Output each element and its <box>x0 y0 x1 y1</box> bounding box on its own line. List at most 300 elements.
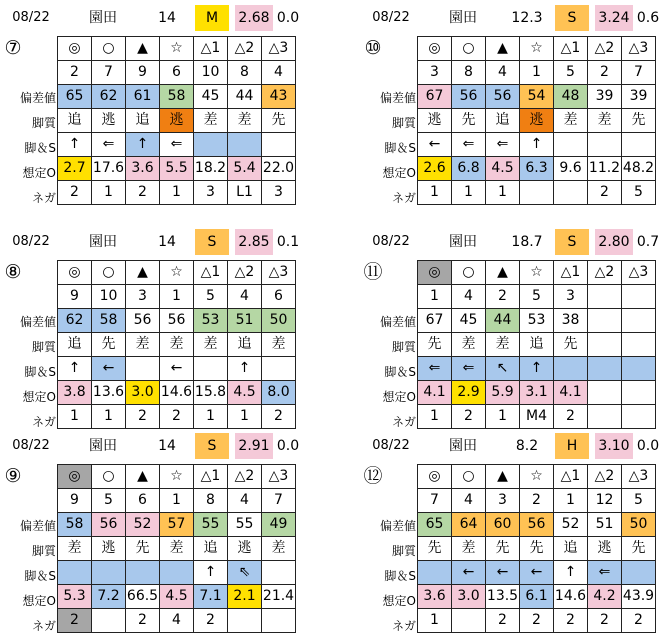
nega-cell: 2 <box>452 405 486 429</box>
hensachi-cell: 56 <box>160 309 194 333</box>
hensachi-cell: 56 <box>452 85 486 109</box>
hensachi-cell: 65 <box>418 513 452 537</box>
style-cell: 差 <box>194 333 228 357</box>
grid-row <box>418 357 656 381</box>
nega-cell <box>622 405 656 429</box>
pace-arrow-cell <box>58 561 92 585</box>
odds-cell: 3.0 <box>126 381 160 405</box>
style-cell: 追 <box>554 537 588 561</box>
style-cell: 差 <box>58 537 92 561</box>
grid-row <box>418 513 656 537</box>
field-value: 14 <box>158 234 176 250</box>
mark-cell: △1 <box>554 261 588 285</box>
style-cell: 差 <box>588 109 622 133</box>
odds-cell: 13.5 <box>486 585 520 609</box>
nega-cell: 2 <box>588 609 622 633</box>
pace-arrow-cell: ⇐ <box>452 357 486 381</box>
grid-row <box>418 609 656 633</box>
hensachi-cell: 44 <box>228 85 262 109</box>
row-label: 脚＆S <box>24 569 56 583</box>
style-cell: 逃 <box>92 109 126 133</box>
hensachi-cell: 55 <box>228 513 262 537</box>
race-date: 08/22 <box>12 234 50 249</box>
mark-cell: △2 <box>228 465 262 489</box>
hensachi-cell: 54 <box>520 85 554 109</box>
grid-row <box>418 465 656 489</box>
horse-grid <box>57 36 296 205</box>
horse-number-cell: 3 <box>486 489 520 513</box>
grid-row <box>418 85 656 109</box>
pace-arrow-cell <box>554 133 588 157</box>
hensachi-cell: 58 <box>160 85 194 109</box>
nega-cell: 3 <box>194 181 228 205</box>
mark-cell: ◎ <box>418 261 452 285</box>
grid-row <box>418 561 656 585</box>
pace-badge: S <box>555 229 589 255</box>
grid-row <box>418 285 656 309</box>
grid-row <box>58 181 296 205</box>
race-panel <box>0 229 300 429</box>
grid-row <box>418 261 656 285</box>
horse-number-cell: 7 <box>262 489 296 513</box>
odds-cell: 8.0 <box>262 381 296 405</box>
mark-cell: ▲ <box>126 465 160 489</box>
nega-cell: 2 <box>262 405 296 429</box>
grid-row <box>418 133 656 157</box>
odds-cell: 2.1 <box>228 585 262 609</box>
odds-cell: 3.6 <box>418 585 452 609</box>
hensachi-cell: 62 <box>92 85 126 109</box>
pace-arrow-cell: ⇖ <box>228 561 262 585</box>
nega-cell: 2 <box>126 181 160 205</box>
horse-number-cell: 1 <box>160 489 194 513</box>
odds-cell: 4.1 <box>554 381 588 405</box>
course-name: 園田 <box>449 234 477 250</box>
hensachi-cell: 38 <box>554 309 588 333</box>
hensachi-cell <box>588 309 622 333</box>
mark-cell: ◎ <box>418 465 452 489</box>
horse-number-cell: 2 <box>58 61 92 85</box>
hensachi-cell: 45 <box>194 85 228 109</box>
nega-cell: 2 <box>520 609 554 633</box>
style-cell: 差 <box>160 333 194 357</box>
row-label: 偏差値 <box>379 315 416 329</box>
mark-cell: △2 <box>588 465 622 489</box>
mark-cell: ▲ <box>486 261 520 285</box>
mark-cell: ○ <box>92 465 126 489</box>
style-cell: 追 <box>194 537 228 561</box>
horse-number-cell <box>588 285 622 309</box>
hensachi-cell: 58 <box>92 309 126 333</box>
nega-cell: L1 <box>228 181 262 205</box>
pace-arrow-cell <box>418 561 452 585</box>
style-cell: 差 <box>228 109 262 133</box>
horse-number-cell: 2 <box>588 61 622 85</box>
rating-value: 2.68 <box>235 5 273 31</box>
race-panel <box>0 433 300 633</box>
nega-cell <box>554 181 588 205</box>
grid-row <box>418 537 656 561</box>
mark-cell: ◎ <box>58 37 92 61</box>
pace-arrow-cell: ⇐ <box>486 133 520 157</box>
mark-cell: ○ <box>92 37 126 61</box>
nega-cell: 1 <box>160 181 194 205</box>
row-label: 想定O <box>22 166 56 180</box>
row-label: 偏差値 <box>379 91 416 105</box>
style-cell: 先 <box>622 109 656 133</box>
style-cell: 先 <box>554 333 588 357</box>
style-cell: 差 <box>452 333 486 357</box>
race-date: 08/22 <box>12 438 50 453</box>
pace-arrow-cell <box>126 357 160 381</box>
horse-number-cell: 3 <box>554 285 588 309</box>
pace-badge: M <box>195 5 229 31</box>
style-cell: 先 <box>418 333 452 357</box>
odds-cell: 17.6 <box>92 157 126 181</box>
hensachi-cell: 49 <box>262 513 296 537</box>
row-label: ネガ <box>391 619 416 633</box>
race-panel <box>360 433 660 633</box>
odds-cell: 66.5 <box>126 585 160 609</box>
odds-cell: 3.1 <box>520 381 554 405</box>
row-label: 想定O <box>22 594 56 608</box>
style-cell: 先 <box>126 537 160 561</box>
row-label: 脚質 <box>391 544 416 558</box>
style-cell: 差 <box>126 333 160 357</box>
grid-row <box>58 405 296 429</box>
horse-grid <box>417 464 656 633</box>
odds-cell: 6.3 <box>520 157 554 181</box>
style-cell: 逃 <box>520 109 554 133</box>
style-cell: 逃 <box>92 537 126 561</box>
pace-arrow-cell: ← <box>92 357 126 381</box>
pace-arrow-cell <box>228 133 262 157</box>
nega-cell: M4 <box>520 405 554 429</box>
race-number: ⑪ <box>363 261 383 283</box>
pace-arrow-cell <box>194 357 228 381</box>
diff-value: 0.7 <box>636 234 660 250</box>
nega-cell: 3 <box>262 181 296 205</box>
hensachi-cell: 39 <box>588 85 622 109</box>
pace-badge: S <box>195 229 229 255</box>
nega-cell: 5 <box>622 181 656 205</box>
nega-cell: 2 <box>58 609 92 633</box>
nega-cell <box>588 405 622 429</box>
hensachi-cell: 48 <box>554 85 588 109</box>
field-value: 12.3 <box>511 10 543 26</box>
mark-cell: △1 <box>554 465 588 489</box>
mark-cell: ◎ <box>58 261 92 285</box>
style-cell: 先 <box>452 109 486 133</box>
grid-row <box>58 513 296 537</box>
nega-cell: 1 <box>92 405 126 429</box>
horse-number-cell: 3 <box>418 61 452 85</box>
row-label: ネガ <box>391 415 416 429</box>
row-label: ネガ <box>31 619 56 633</box>
mark-cell: △3 <box>622 261 656 285</box>
grid-row <box>418 309 656 333</box>
field-value: 18.7 <box>511 234 543 250</box>
nega-cell: 2 <box>194 609 228 633</box>
hensachi-cell: 67 <box>418 309 452 333</box>
odds-cell: 14.6 <box>160 381 194 405</box>
mark-cell: ▲ <box>486 465 520 489</box>
style-cell: 先 <box>418 537 452 561</box>
odds-cell <box>622 381 656 405</box>
nega-cell: 4 <box>160 609 194 633</box>
horse-grid <box>417 260 656 429</box>
odds-cell: 11.2 <box>588 157 622 181</box>
grid-row <box>58 133 296 157</box>
pace-arrow-cell <box>622 133 656 157</box>
style-cell: 逃 <box>160 109 194 133</box>
pace-arrow-cell: ← <box>520 561 554 585</box>
diff-value: 0.1 <box>276 234 300 250</box>
mark-cell: △2 <box>588 261 622 285</box>
row-label: 想定O <box>22 390 56 404</box>
grid-row <box>58 357 296 381</box>
hensachi-cell: 53 <box>520 309 554 333</box>
row-label: 脚＆S <box>384 569 416 583</box>
grid-row <box>418 157 656 181</box>
hensachi-cell: 51 <box>228 309 262 333</box>
pace-arrow-cell <box>554 357 588 381</box>
horse-number-cell: 9 <box>126 61 160 85</box>
style-cell: 追 <box>58 333 92 357</box>
grid-row <box>418 405 656 429</box>
odds-cell: 18.2 <box>194 157 228 181</box>
diff-value: 0.0 <box>276 438 300 454</box>
horse-number-cell: 4 <box>228 285 262 309</box>
odds-cell: 3.0 <box>452 585 486 609</box>
race-header <box>0 5 300 31</box>
hensachi-cell: 50 <box>262 309 296 333</box>
mark-cell: ○ <box>452 261 486 285</box>
mark-cell: △3 <box>622 37 656 61</box>
style-cell: 追 <box>520 333 554 357</box>
race-date: 08/22 <box>372 10 410 25</box>
row-label: 脚質 <box>31 544 56 558</box>
field-value: 8.2 <box>515 438 539 454</box>
grid-row <box>58 489 296 513</box>
pace-arrow-cell: ← <box>160 357 194 381</box>
pace-arrow-cell: ↑ <box>58 133 92 157</box>
odds-cell: 6.8 <box>452 157 486 181</box>
odds-cell: 4.5 <box>486 157 520 181</box>
pace-arrow-cell: ⇐ <box>588 561 622 585</box>
nega-cell: 2 <box>486 609 520 633</box>
odds-cell: 7.2 <box>92 585 126 609</box>
race-number: ⑧ <box>4 261 22 283</box>
row-label: 想定O <box>382 166 416 180</box>
horse-number-cell: 1 <box>554 489 588 513</box>
grid-row <box>58 537 296 561</box>
horse-grid <box>57 464 296 633</box>
row-label: ネガ <box>31 415 56 429</box>
odds-cell: 2.7 <box>58 157 92 181</box>
odds-cell: 13.6 <box>92 381 126 405</box>
race-number: ⑦ <box>4 37 22 59</box>
row-label: 脚＆S <box>384 141 416 155</box>
mark-cell: △3 <box>622 465 656 489</box>
race-number: ⑩ <box>364 37 382 59</box>
nega-cell: 1 <box>486 405 520 429</box>
mark-cell: ☆ <box>160 465 194 489</box>
style-cell: 差 <box>194 109 228 133</box>
nega-cell: 2 <box>554 405 588 429</box>
rating-value: 3.10 <box>595 433 633 459</box>
odds-cell: 7.1 <box>194 585 228 609</box>
mark-cell: ▲ <box>126 37 160 61</box>
odds-cell: 3.6 <box>126 157 160 181</box>
hensachi-cell: 53 <box>194 309 228 333</box>
odds-cell: 2.9 <box>452 381 486 405</box>
nega-cell: 2 <box>126 609 160 633</box>
horse-number-cell: 9 <box>58 285 92 309</box>
odds-cell: 5.3 <box>58 585 92 609</box>
race-header <box>0 229 300 255</box>
grid-row <box>58 309 296 333</box>
style-cell: 追 <box>486 109 520 133</box>
odds-cell: 21.4 <box>262 585 296 609</box>
field-value: 14 <box>158 10 176 26</box>
course-name: 園田 <box>89 10 117 26</box>
odds-cell: 2.6 <box>418 157 452 181</box>
odds-cell: 5.9 <box>486 381 520 405</box>
horse-number-cell <box>622 285 656 309</box>
horse-grid <box>57 260 296 429</box>
pace-arrow-cell: ↑ <box>228 357 262 381</box>
row-label: 脚質 <box>391 340 416 354</box>
style-cell: 差 <box>262 333 296 357</box>
grid-row <box>58 285 296 309</box>
style-cell: 逃 <box>228 537 262 561</box>
mark-cell: ◎ <box>418 37 452 61</box>
pace-badge: S <box>555 5 589 31</box>
rating-value: 3.24 <box>595 5 633 31</box>
pace-arrow-cell: ↑ <box>126 133 160 157</box>
grid-row <box>418 489 656 513</box>
hensachi-cell: 56 <box>520 513 554 537</box>
race-date: 08/22 <box>12 10 50 25</box>
grid-row <box>58 333 296 357</box>
mark-cell: △3 <box>262 261 296 285</box>
nega-cell <box>262 609 296 633</box>
horse-number-cell: 9 <box>58 489 92 513</box>
horse-number-cell: 8 <box>452 61 486 85</box>
pace-arrow-cell <box>588 357 622 381</box>
grid-row <box>418 109 656 133</box>
hensachi-cell: 44 <box>486 309 520 333</box>
odds-cell: 5.4 <box>228 157 262 181</box>
horse-number-cell: 5 <box>520 285 554 309</box>
style-cell: 差 <box>262 537 296 561</box>
mark-cell: ☆ <box>160 37 194 61</box>
hensachi-cell: 52 <box>126 513 160 537</box>
style-cell: 差 <box>452 537 486 561</box>
horse-number-cell: 8 <box>228 61 262 85</box>
odds-cell: 5.5 <box>160 157 194 181</box>
grid-row <box>418 181 656 205</box>
horse-number-cell: 7 <box>92 61 126 85</box>
style-cell: 差 <box>554 109 588 133</box>
hensachi-cell: 67 <box>418 85 452 109</box>
course-name: 園田 <box>449 10 477 26</box>
row-label: 脚質 <box>31 116 56 130</box>
race-date: 08/22 <box>372 438 410 453</box>
rating-value: 2.80 <box>595 229 633 255</box>
race-panel <box>360 5 660 205</box>
pace-arrow-cell: ⇐ <box>452 133 486 157</box>
nega-cell <box>92 609 126 633</box>
odds-cell: 43.9 <box>622 585 656 609</box>
horse-number-cell: 2 <box>520 489 554 513</box>
hensachi-cell: 64 <box>452 513 486 537</box>
hensachi-cell: 55 <box>194 513 228 537</box>
row-label: 脚質 <box>31 340 56 354</box>
odds-cell: 14.6 <box>554 585 588 609</box>
pace-arrow-cell: ↑ <box>554 561 588 585</box>
hensachi-cell <box>622 309 656 333</box>
race-number: ⑨ <box>4 465 22 487</box>
pace-arrow-cell: ← <box>452 561 486 585</box>
row-label: 偏差値 <box>19 91 56 105</box>
hensachi-cell: 58 <box>58 513 92 537</box>
horse-number-cell: 1 <box>160 285 194 309</box>
mark-cell: ☆ <box>520 37 554 61</box>
mark-cell: △2 <box>228 37 262 61</box>
horse-number-cell: 10 <box>92 285 126 309</box>
horse-number-cell: 1 <box>418 285 452 309</box>
nega-cell: 2 <box>554 609 588 633</box>
horse-number-cell: 12 <box>588 489 622 513</box>
grid-row <box>418 585 656 609</box>
grid-row <box>58 561 296 585</box>
nega-cell <box>228 609 262 633</box>
odds-cell: 6.1 <box>520 585 554 609</box>
grid-row <box>58 109 296 133</box>
nega-cell: 1 <box>92 181 126 205</box>
pace-arrow-cell <box>194 133 228 157</box>
horse-number-cell: 5 <box>622 489 656 513</box>
row-label: 偏差値 <box>19 315 56 329</box>
mark-cell: ▲ <box>126 261 160 285</box>
style-cell: 先 <box>486 537 520 561</box>
race-header <box>360 5 660 31</box>
style-cell: 追 <box>58 109 92 133</box>
row-label: 想定O <box>382 594 416 608</box>
grid-row <box>58 585 296 609</box>
horse-number-cell: 6 <box>160 61 194 85</box>
nega-cell: 2 <box>126 405 160 429</box>
horse-number-cell: 2 <box>486 285 520 309</box>
row-label: 偏差値 <box>379 519 416 533</box>
pace-arrow-cell <box>126 561 160 585</box>
pace-arrow-cell <box>262 357 296 381</box>
horse-number-cell: 4 <box>228 489 262 513</box>
pace-arrow-cell <box>160 561 194 585</box>
horse-number-cell: 4 <box>486 61 520 85</box>
pace-arrow-cell <box>622 357 656 381</box>
hensachi-cell: 60 <box>486 513 520 537</box>
nega-cell: 1 <box>58 405 92 429</box>
grid-row <box>58 609 296 633</box>
pace-arrow-cell: ⇐ <box>92 133 126 157</box>
row-label: 想定O <box>382 390 416 404</box>
mark-cell: ○ <box>92 261 126 285</box>
mark-cell: ☆ <box>160 261 194 285</box>
grid-row <box>58 381 296 405</box>
